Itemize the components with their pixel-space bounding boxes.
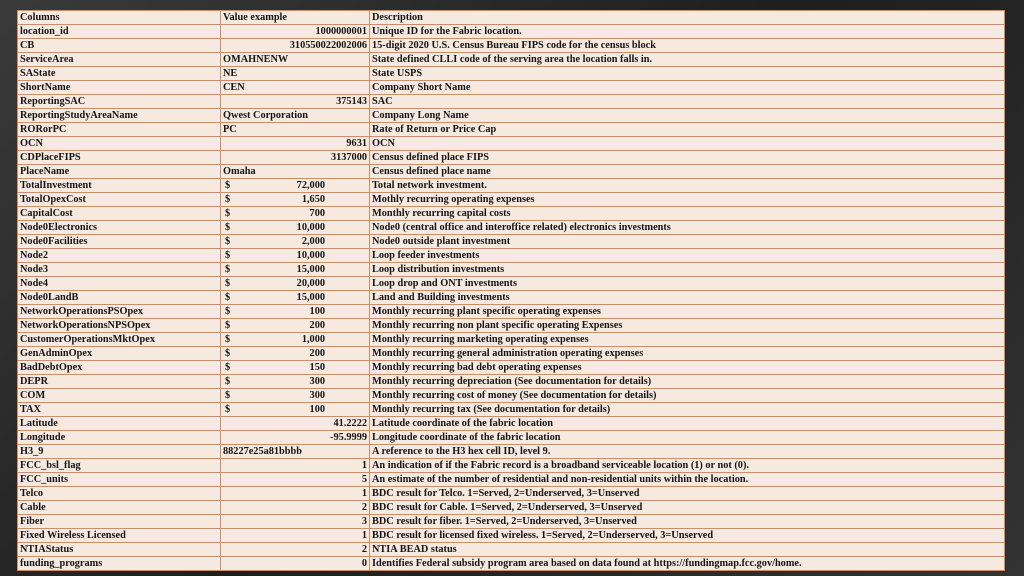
amount-value: 2,000 — [301, 236, 325, 247]
description-cell: Loop distribution investments — [370, 263, 1005, 277]
currency-symbol: $ — [225, 306, 231, 317]
currency-symbol: $ — [225, 236, 231, 247]
column-name-cell: PlaceName — [18, 165, 221, 179]
description-cell: A reference to the H3 hex cell ID, level 9. — [370, 445, 1005, 459]
column-name-cell: CustomerOperationsMktOpex — [18, 333, 221, 347]
description-cell: Node0 (central office and interoffice related) electronics investments — [370, 221, 1005, 235]
description-cell: State defined CLLI code of the serving area the location falls in. — [370, 53, 1005, 67]
description-cell: BDC result for Cable. 1=Served, 2=Underserved, 3=Unserved — [370, 501, 1005, 515]
currency-symbol: $ — [225, 180, 231, 191]
table-row — [18, 263, 1005, 277]
description-cell: Monthly recurring marketing operating expenses — [370, 333, 1005, 347]
column-name-cell: Cable — [18, 501, 221, 515]
table-row — [18, 529, 1005, 543]
table-row — [18, 501, 1005, 515]
table-row — [18, 403, 1005, 417]
amount-value: 72,000 — [296, 180, 325, 191]
amount-value: 10,000 — [296, 222, 325, 233]
column-name-cell: Telco — [18, 487, 221, 501]
table-row — [18, 375, 1005, 389]
value-example-cell — [221, 347, 370, 361]
table-row — [18, 473, 1005, 487]
value-example-cell — [221, 333, 370, 347]
description-cell: Loop drop and ONT investments — [370, 277, 1005, 291]
table-row — [18, 249, 1005, 263]
currency-symbol: $ — [225, 348, 231, 359]
value-example-cell — [221, 221, 370, 235]
value-example-cell: Qwest Corporation — [221, 109, 370, 123]
amount-value: 200 — [309, 320, 325, 331]
value-example-cell — [221, 277, 370, 291]
table-row — [18, 95, 1005, 109]
column-name-cell: Node2 — [18, 249, 221, 263]
table-row — [18, 165, 1005, 179]
data-dictionary-table — [17, 10, 1005, 571]
description-cell: BDC result for licensed fixed wireless. 1=Served, 2=Underserved, 3=Unserved — [370, 529, 1005, 543]
amount-value: 200 — [309, 348, 325, 359]
description-cell: Monthly recurring plant specific operating expenses — [370, 305, 1005, 319]
value-example-cell: 41.2222 — [221, 417, 370, 431]
description-cell: Monthly recurring general administration operating expenses — [370, 347, 1005, 361]
description-cell: Monthly recurring capital costs — [370, 207, 1005, 221]
value-example-cell: 1 — [221, 529, 370, 543]
table-row — [18, 417, 1005, 431]
value-example-cell: 1 — [221, 487, 370, 501]
column-name-cell: ShortName — [18, 81, 221, 95]
currency-symbol: $ — [225, 278, 231, 289]
column-name-cell: Node0LandB — [18, 291, 221, 305]
value-example-cell: 88227e25a81bbbb — [221, 445, 370, 459]
column-name-cell: OCN — [18, 137, 221, 151]
currency-symbol: $ — [225, 250, 231, 261]
table-row — [18, 193, 1005, 207]
description-cell: OCN — [370, 137, 1005, 151]
table-row — [18, 221, 1005, 235]
currency-symbol: $ — [225, 334, 231, 345]
value-example-cell: 375143 — [221, 95, 370, 109]
column-name-cell: FCC_units — [18, 473, 221, 487]
currency-symbol: $ — [225, 404, 231, 415]
column-name-cell: ReportingStudyAreaName — [18, 109, 221, 123]
amount-value: 100 — [309, 404, 325, 415]
amount-value: 1,650 — [301, 194, 325, 205]
column-name-cell: location_id — [18, 25, 221, 39]
amount-value: 10,000 — [296, 250, 325, 261]
description-cell: Company Long Name — [370, 109, 1005, 123]
description-cell: Total network investment. — [370, 179, 1005, 193]
column-name-cell: TotalOpexCost — [18, 193, 221, 207]
column-name-cell: ServiceArea — [18, 53, 221, 67]
table-header-row — [18, 11, 1005, 25]
header-description: Description — [370, 11, 1005, 25]
amount-value: 15,000 — [296, 264, 325, 275]
amount-value: 300 — [309, 376, 325, 387]
description-cell: Unique ID for the Fabric location. — [370, 25, 1005, 39]
table-row — [18, 81, 1005, 95]
table-row — [18, 487, 1005, 501]
table-row — [18, 431, 1005, 445]
table-row — [18, 459, 1005, 473]
column-name-cell: Latitude — [18, 417, 221, 431]
column-name-cell: Node0Facilities — [18, 235, 221, 249]
currency-symbol: $ — [225, 264, 231, 275]
table-row — [18, 207, 1005, 221]
column-name-cell: BadDebtOpex — [18, 361, 221, 375]
value-example-cell: 2 — [221, 543, 370, 557]
amount-value: 100 — [309, 306, 325, 317]
description-cell: SAC — [370, 95, 1005, 109]
value-example-cell: 2 — [221, 501, 370, 515]
value-example-cell — [221, 305, 370, 319]
description-cell: Rate of Return or Price Cap — [370, 123, 1005, 137]
value-example-cell: -95.9999 — [221, 431, 370, 445]
description-cell: Company Short Name — [370, 81, 1005, 95]
value-example-cell: 3 — [221, 515, 370, 529]
column-name-cell: H3_9 — [18, 445, 221, 459]
table-row — [18, 151, 1005, 165]
value-example-cell: OMAHNENW — [221, 53, 370, 67]
description-cell: BDC result for Telco. 1=Served, 2=Underserved, 3=Unserved — [370, 487, 1005, 501]
currency-symbol: $ — [225, 390, 231, 401]
value-example-cell: NE — [221, 67, 370, 81]
table-row — [18, 347, 1005, 361]
column-name-cell: CapitalCost — [18, 207, 221, 221]
description-cell: Latitude coordinate of the fabric location — [370, 417, 1005, 431]
value-example-cell — [221, 319, 370, 333]
description-cell: Mothly recurring operating expenses — [370, 193, 1005, 207]
description-cell: Monthly recurring tax (See documentation for details) — [370, 403, 1005, 417]
value-example-cell: PC — [221, 123, 370, 137]
description-cell: Land and Building investments — [370, 291, 1005, 305]
description-cell: Longitude coordinate of the fabric location — [370, 431, 1005, 445]
column-name-cell: CB — [18, 39, 221, 53]
currency-symbol: $ — [225, 320, 231, 331]
description-cell: Monthly recurring bad debt operating expenses — [370, 361, 1005, 375]
header-value-example: Value example — [221, 11, 370, 25]
value-example-cell — [221, 375, 370, 389]
value-example-cell — [221, 207, 370, 221]
column-name-cell: NetworkOperationsNPSOpex — [18, 319, 221, 333]
column-name-cell: SAState — [18, 67, 221, 81]
column-name-cell: DEPR — [18, 375, 221, 389]
column-name-cell: TotalInvestment — [18, 179, 221, 193]
table-row — [18, 361, 1005, 375]
value-example-cell: 0 — [221, 557, 370, 571]
table-row — [18, 543, 1005, 557]
table-row — [18, 305, 1005, 319]
table-row — [18, 39, 1005, 53]
table-row — [18, 179, 1005, 193]
amount-value: 20,000 — [296, 278, 325, 289]
description-cell: Loop feeder investments — [370, 249, 1005, 263]
description-cell: Monthly recurring non plant specific operating Expenses — [370, 319, 1005, 333]
table-row — [18, 109, 1005, 123]
description-cell: State USPS — [370, 67, 1005, 81]
table-row — [18, 25, 1005, 39]
column-name-cell: COM — [18, 389, 221, 403]
column-name-cell: Node4 — [18, 277, 221, 291]
column-name-cell: ReportingSAC — [18, 95, 221, 109]
description-cell: An estimate of the number of residential and non-residential units within the location. — [370, 473, 1005, 487]
description-cell: 15-digit 2020 U.S. Census Bureau FIPS code for the census block — [370, 39, 1005, 53]
description-cell: BDC result for fiber. 1=Served, 2=Underserved, 3=Unserved — [370, 515, 1005, 529]
table-row — [18, 123, 1005, 137]
column-name-cell: Node0Electronics — [18, 221, 221, 235]
column-name-cell: FCC_bsl_flag — [18, 459, 221, 473]
value-example-cell — [221, 361, 370, 375]
amount-value: 15,000 — [296, 292, 325, 303]
value-example-cell: 3137000 — [221, 151, 370, 165]
value-example-cell: 1 — [221, 459, 370, 473]
amount-value: 300 — [309, 390, 325, 401]
column-name-cell: NetworkOperationsPSOpex — [18, 305, 221, 319]
table-row — [18, 319, 1005, 333]
column-name-cell: CDPlaceFIPS — [18, 151, 221, 165]
currency-symbol: $ — [225, 292, 231, 303]
value-example-cell — [221, 235, 370, 249]
currency-symbol: $ — [225, 376, 231, 387]
column-name-cell: funding_programs — [18, 557, 221, 571]
description-cell: Monthly recurring depreciation (See documentation for details) — [370, 375, 1005, 389]
amount-value: 700 — [309, 208, 325, 219]
amount-value: 1,000 — [301, 334, 325, 345]
currency-symbol: $ — [225, 222, 231, 233]
value-example-cell — [221, 403, 370, 417]
value-example-cell: 5 — [221, 473, 370, 487]
description-cell: Monthly recurring cost of money (See documentation for details) — [370, 389, 1005, 403]
column-name-cell: Longitude — [18, 431, 221, 445]
column-name-cell: Fiber — [18, 515, 221, 529]
table-row — [18, 515, 1005, 529]
value-example-cell — [221, 179, 370, 193]
value-example-cell — [221, 263, 370, 277]
table-row — [18, 389, 1005, 403]
column-name-cell: NTIAStatus — [18, 543, 221, 557]
table-row — [18, 67, 1005, 81]
header-columns: Columns — [18, 11, 221, 25]
table-row — [18, 445, 1005, 459]
currency-symbol: $ — [225, 208, 231, 219]
column-name-cell: RORorPC — [18, 123, 221, 137]
description-cell: NTIA BEAD status — [370, 543, 1005, 557]
value-example-cell: 1000000001 — [221, 25, 370, 39]
table-row — [18, 277, 1005, 291]
table-row — [18, 291, 1005, 305]
column-name-cell: Node3 — [18, 263, 221, 277]
currency-symbol: $ — [225, 362, 231, 373]
table-row — [18, 137, 1005, 151]
currency-symbol: $ — [225, 194, 231, 205]
table-row — [18, 235, 1005, 249]
description-cell: Census defined place FIPS — [370, 151, 1005, 165]
amount-value: 150 — [309, 362, 325, 373]
description-cell: An indication of if the Fabric record is a broadband serviceable location (1) or not (0). — [370, 459, 1005, 473]
column-name-cell: GenAdminOpex — [18, 347, 221, 361]
value-example-cell: 9631 — [221, 137, 370, 151]
value-example-cell — [221, 291, 370, 305]
description-cell: Census defined place name — [370, 165, 1005, 179]
value-example-cell: 310550022002006 — [221, 39, 370, 53]
column-name-cell: TAX — [18, 403, 221, 417]
description-cell: Node0 outside plant investment — [370, 235, 1005, 249]
table-row — [18, 557, 1005, 571]
value-example-cell — [221, 249, 370, 263]
value-example-cell: CEN — [221, 81, 370, 95]
value-example-cell — [221, 389, 370, 403]
description-cell: Identifies Federal subsidy program area based on data found at https://fundingmap.fcc.gov/home. — [370, 557, 1005, 571]
table-row — [18, 333, 1005, 347]
column-name-cell: Fixed Wireless Licensed — [18, 529, 221, 543]
value-example-cell — [221, 193, 370, 207]
table-row — [18, 53, 1005, 67]
value-example-cell: Omaha — [221, 165, 370, 179]
